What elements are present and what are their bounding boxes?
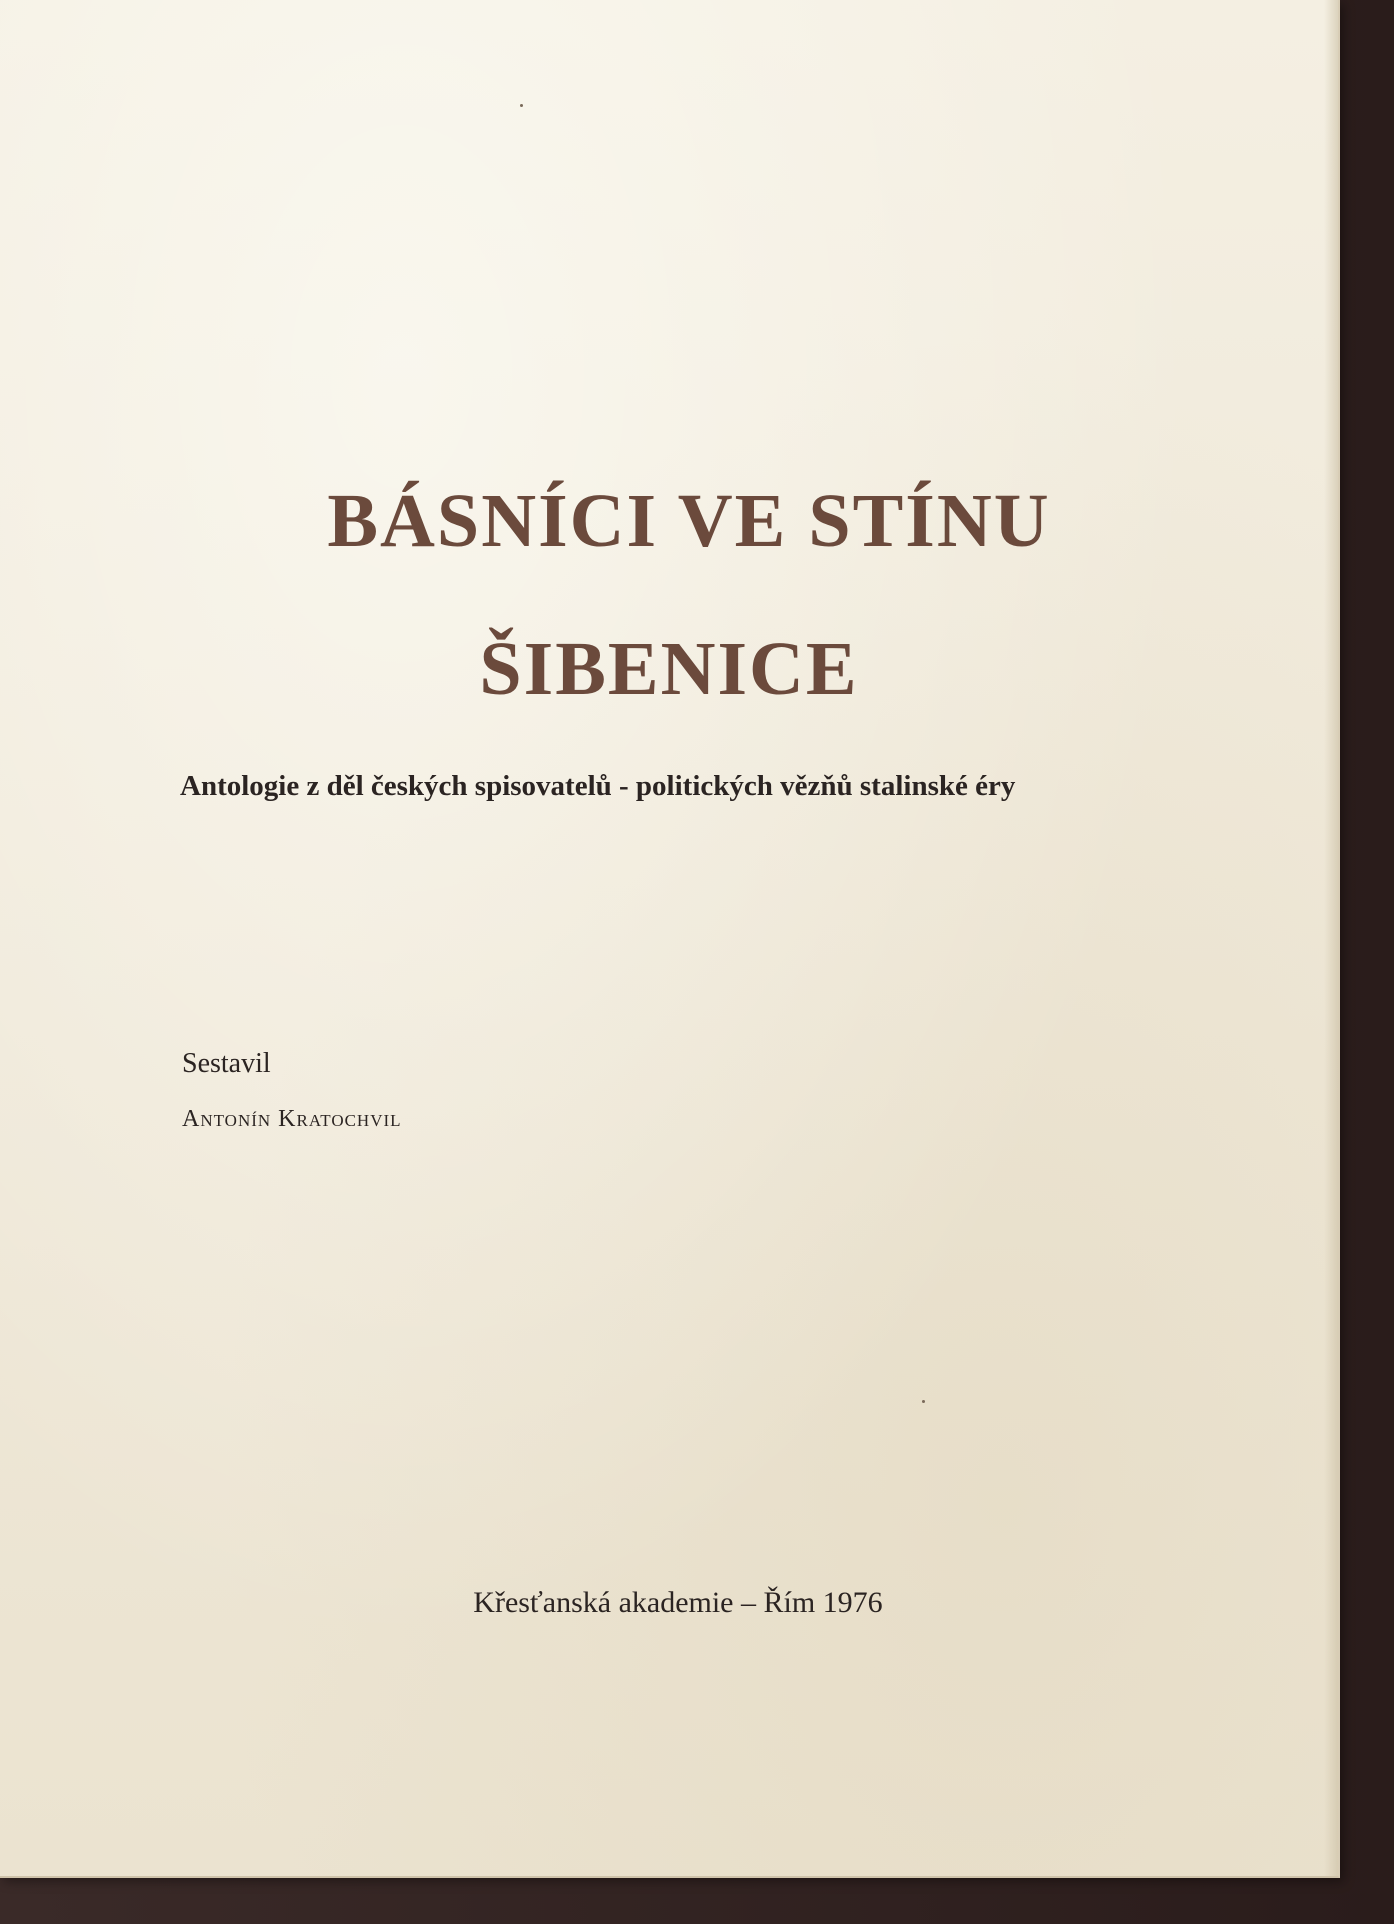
compiler-name: Antonín Kratochvil [182,1106,402,1132]
subtitle: Antologie z děl českých spisovatelů - politických vězňů stalinské éry [180,770,1016,802]
title-line-1: BÁSNÍCI VE STÍNU [327,479,1051,563]
publisher-line: Křesťanská akademie – Řím 1976 [473,1586,883,1619]
title-line-2: ŠIBENICE [479,627,859,711]
compiled-by-label: Sestavil [182,1048,271,1079]
paper-speck [520,104,523,107]
paper-speck [922,1400,925,1403]
